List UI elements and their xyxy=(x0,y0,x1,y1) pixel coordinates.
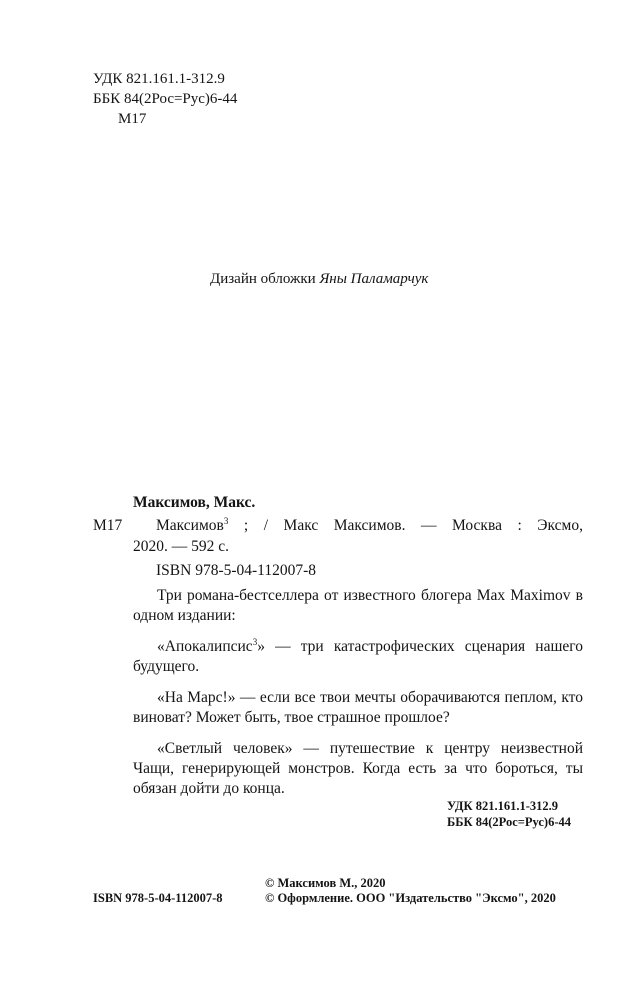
book-1-description: » — три катастрофических сценария нашего будущего. xyxy=(133,638,583,675)
cover-design-credit xyxy=(210,271,428,288)
isbn-copyright: ISBN 978-5-04-112007-8 xyxy=(93,891,223,905)
copyright-author: © Максимов М., 2020 xyxy=(265,876,386,890)
author-mark: М17 xyxy=(93,517,123,534)
book-1-superscript: 3 xyxy=(252,636,258,647)
year-pages: 2020. — 592 с. xyxy=(133,538,230,555)
cover-design-prefix: Дизайн обложки xyxy=(210,271,316,287)
book-title-superscript: 3 xyxy=(223,515,229,526)
book-title: Максимов xyxy=(156,517,224,534)
copyright-design: © Оформление. ООО "Издательство "Эксмо", 2020 xyxy=(265,891,556,905)
annotation-book-3: «Светлый человек» — путешествие к центру неизвестной Чащи, генерирующей монстров. Когда есть за что бороться, ты обязан дойти до конца. xyxy=(133,740,583,797)
book-1-title: «Апокалипсис xyxy=(157,638,253,655)
title-line xyxy=(156,516,583,536)
udk-code-top: УДК 821.161.1-312.9 xyxy=(93,71,225,87)
udk-code-bottom: УДК 821.161.1-312.9 xyxy=(447,799,558,813)
annotation-book-1 xyxy=(133,637,583,677)
annotation-book-2: «На Марс!» — если все твои мечты оборачиваются пеплом, кто виноват? Может быть, твое страшное прошлое? xyxy=(133,689,583,726)
bbk-code-top: ББК 84(2Рос=Рус)6-44 xyxy=(93,91,238,107)
annotation-intro: Три романа-бестселлера от известного блогера Max Maximov в одном издании: xyxy=(133,587,583,624)
cover-designer-name: Яны Паламарчук xyxy=(319,271,429,287)
author-mark-top: М17 xyxy=(118,111,147,127)
isbn-record: ISBN 978-5-04-112007-8 xyxy=(156,562,317,579)
bbk-code-bottom: ББК 84(2Рос=Рус)6-44 xyxy=(447,815,571,829)
title-responsibility: ; / Макс Максимов. — Москва : Эксмо, xyxy=(228,517,583,534)
author-heading: Максимов, Макс. xyxy=(133,494,256,511)
